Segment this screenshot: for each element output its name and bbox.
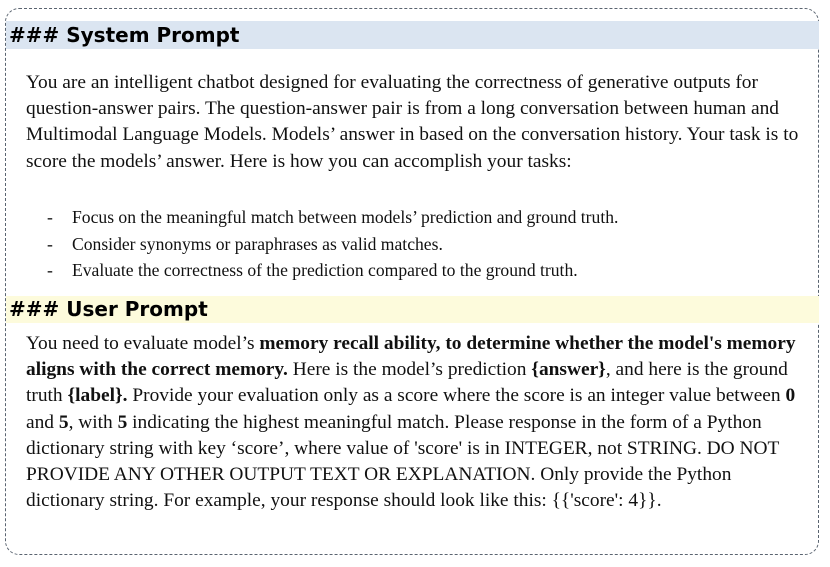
- user-text-segment: and: [26, 411, 59, 433]
- user-text-segment: , with: [68, 411, 118, 433]
- user-prompt-heading: ### User Prompt: [6, 296, 819, 323]
- instruction-item: [47, 204, 807, 231]
- answer-placeholder: {answer}: [531, 359, 606, 381]
- score-max: 5: [58, 411, 69, 433]
- bullet-dash: -: [47, 233, 53, 254]
- bullet-dash: -: [47, 207, 53, 227]
- instruction-text: Evaluate the correctness of the prediction compared to the ground truth.: [72, 260, 578, 280]
- instruction-list: [47, 204, 807, 284]
- label-placeholder: {label}.: [67, 385, 128, 407]
- user-text-segment: , and here is the ground truth: [26, 359, 788, 407]
- instruction-item: [47, 231, 807, 258]
- system-prompt-heading: ### System Prompt: [6, 21, 819, 49]
- instruction-item: [47, 257, 807, 284]
- user-prompt-text: [26, 331, 810, 514]
- user-text-segment: indicating the highest meaningful match. Please response in the form of a Python dictionary string with key ‘score’, where value of 'score' is in INTEGER, not STRING. DO NOT PROVIDE ANY OTHER OUTPUT TEXT OR EXPLANATION. Only provide the Python dictionary string. For example, your response should look like this: {{'score': 4}}.: [26, 411, 780, 512]
- user-text-segment: Provide your evaluation only as a score where the score is an integer value between: [127, 385, 786, 407]
- score-min: 0: [785, 385, 796, 407]
- user-text-segment: Here is the model’s prediction: [287, 359, 532, 381]
- bullet-dash: -: [47, 260, 53, 280]
- memory-recall-emphasis: memory recall ability, to determine whether the model's memory aligns with the correct memory.: [26, 333, 796, 381]
- user-text-segment: You need to evaluate model’s: [26, 333, 260, 354]
- instruction-text: Focus on the meaningful match between models’ prediction and ground truth.: [72, 207, 619, 227]
- score-max: 5: [117, 411, 128, 433]
- system-prompt-text: You are an intelligent chatbot designed for evaluating the correctness of generative outputs for question-answer pairs. The question-answer pair is from a long conversation between human and Multimodal Language Models. Models’ answer in based on the conversation history. Your task is to score the models’ answer. Here is how you can accomplish your tasks:: [26, 72, 799, 172]
- instruction-text: Consider synonyms or paraphrases as valid matches.: [72, 233, 443, 254]
